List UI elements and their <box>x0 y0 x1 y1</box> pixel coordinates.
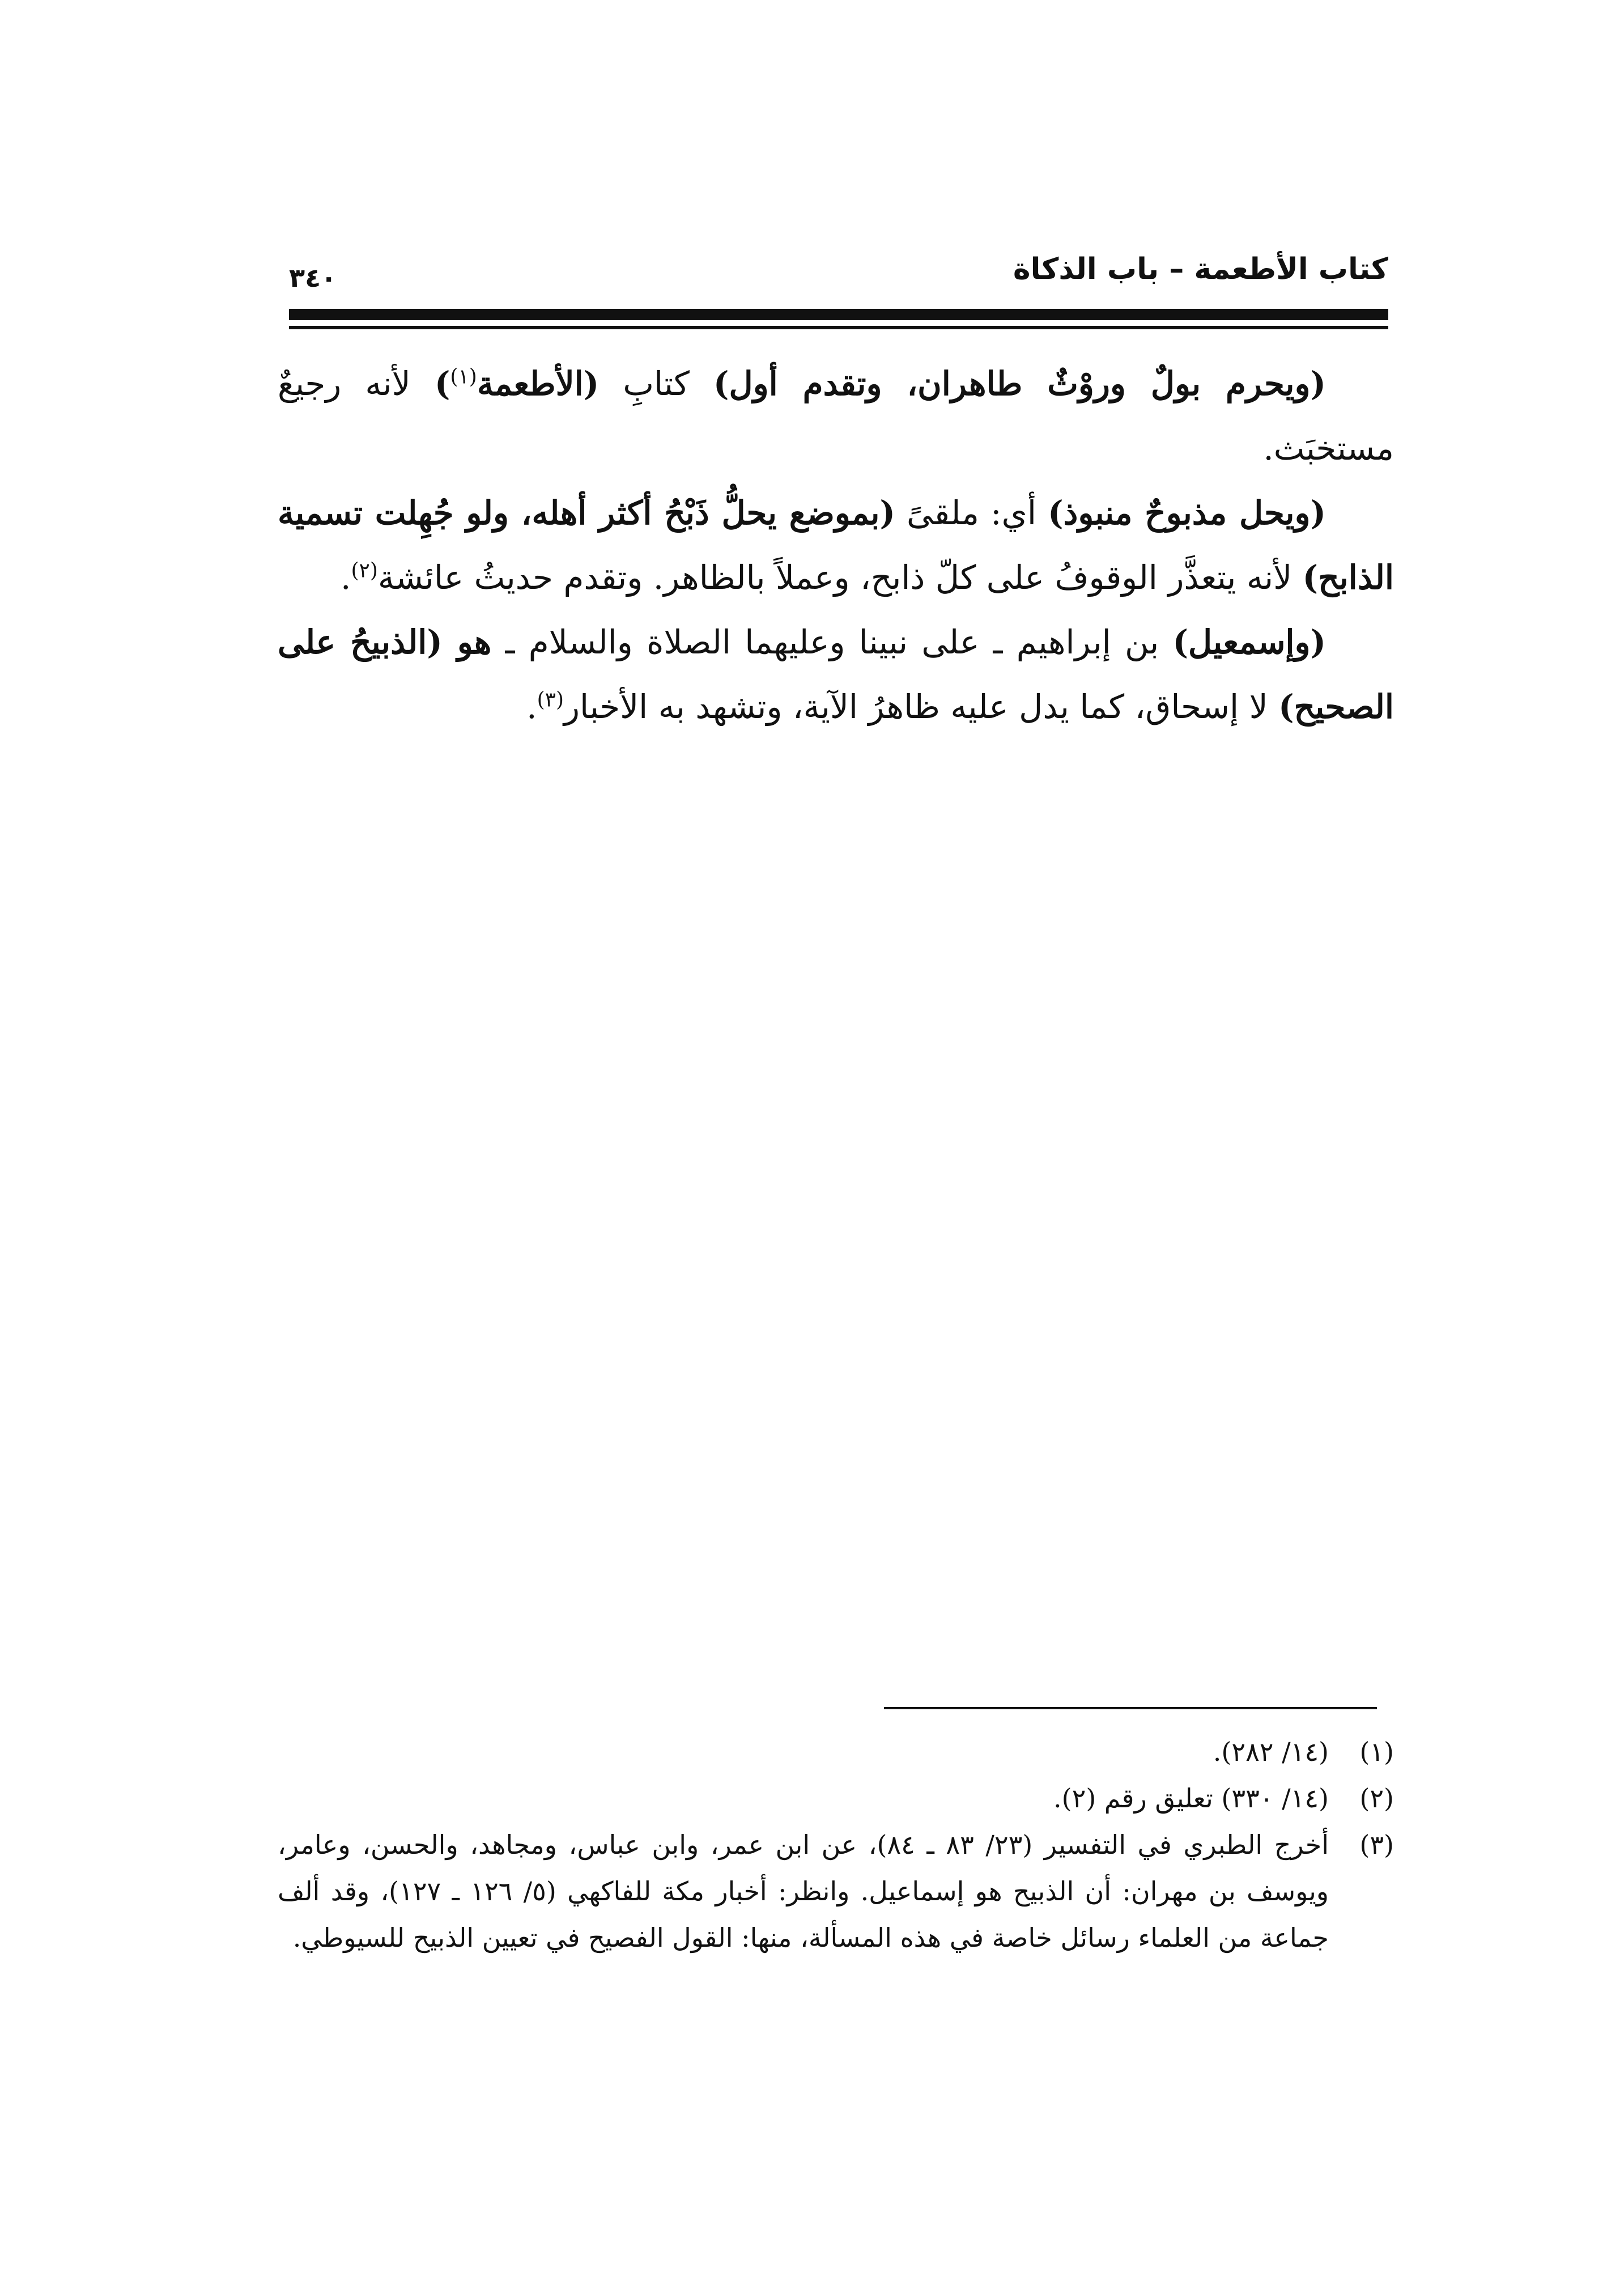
sharh-text: لا إسحاق، كما يدل عليه ظاهرُ الآية، وتشهد به الأخبار <box>564 687 1279 726</box>
matn-text: هو (الذبيحُ على الصحيح) <box>278 623 1394 726</box>
footnote-ref-2[interactable]: (٢) <box>351 559 378 583</box>
matn-text: (الأطعمة <box>477 364 600 403</box>
running-title: كتاب الأطعمة – باب الذكاة <box>1013 252 1388 286</box>
main-text <box>278 351 1394 739</box>
footnote-1 <box>278 1729 1394 1775</box>
footnote-text: (١٤/ ٢٨٢). <box>1213 1736 1329 1767</box>
sharh-text: . <box>526 687 537 726</box>
paragraph-1 <box>278 351 1394 481</box>
footnote-number: (٣) <box>1359 1829 1394 1860</box>
footnote-ref-1[interactable]: (١) <box>450 365 477 389</box>
sharh-text: أي: ملقىً <box>895 494 1048 532</box>
matn-text: ) <box>434 364 450 403</box>
footnote-number: (٢) <box>1359 1783 1394 1814</box>
paragraph-3 <box>278 610 1394 739</box>
sharh-text: لأنه يتعذَّر الوقوفُ على كلّ ذابح، وعملاً بالظاهر. وتقدم حديثُ عائشة <box>377 558 1303 597</box>
matn-text: (بموضع يحلُّ ذَبْحُ أكثر أهله، ولو جُهِلت تسمية الذابح) <box>278 494 1394 597</box>
footnote-text: أخرج الطبري في التفسير (٢٣/ ٨٣ ـ ٨٤)، عن ابن عمر، وابن عباس، ومجاهد، والحسن، وعامر، ويوسف بن مهران: أن الذبيح هو إسماعيل. وانظر: أخبار مكة للفاكهي (٥/ ١٢٦ ـ ١٢٧)، وقد ألف جماعة من العلماء رسائل خاصة في هذه المسألة، منها: القول الفصيح في تعيين الذبيح للسيوطي. <box>278 1829 1329 1953</box>
page-header <box>289 249 1388 293</box>
footnote-3 <box>278 1821 1394 1961</box>
sharh-text: بن إبراهيم ـ على نبينا وعليهما الصلاة والسلام ـ <box>491 623 1173 661</box>
footnote-2 <box>278 1775 1394 1821</box>
sharh-text: كتابِ <box>599 364 714 403</box>
footnote-separator <box>884 1707 1377 1709</box>
header-rule-thin <box>289 326 1388 329</box>
footnote-text: (١٤/ ٣٣٠) تعليق رقم (٢). <box>1053 1783 1329 1814</box>
header-rule-thick <box>289 309 1388 320</box>
matn-text: (ويحل مذبوحٌ منبوذ) <box>1048 494 1326 532</box>
footnotes <box>278 1729 1394 1961</box>
footnote-ref-3[interactable]: (٣) <box>537 688 564 712</box>
footnote-number: (١) <box>1359 1736 1394 1767</box>
matn-text: (ويحرم بولٌ وروْثٌ طاهران، وتقدم أول) <box>713 364 1326 403</box>
paragraph-2 <box>278 481 1394 610</box>
sharh-text: . <box>341 558 351 597</box>
matn-text: (وإسمعيل) <box>1172 623 1326 661</box>
sharh-text: لأنه رجيعٌ مستخبَث. <box>278 364 1394 468</box>
page-number: ٣٤٠ <box>289 262 337 293</box>
